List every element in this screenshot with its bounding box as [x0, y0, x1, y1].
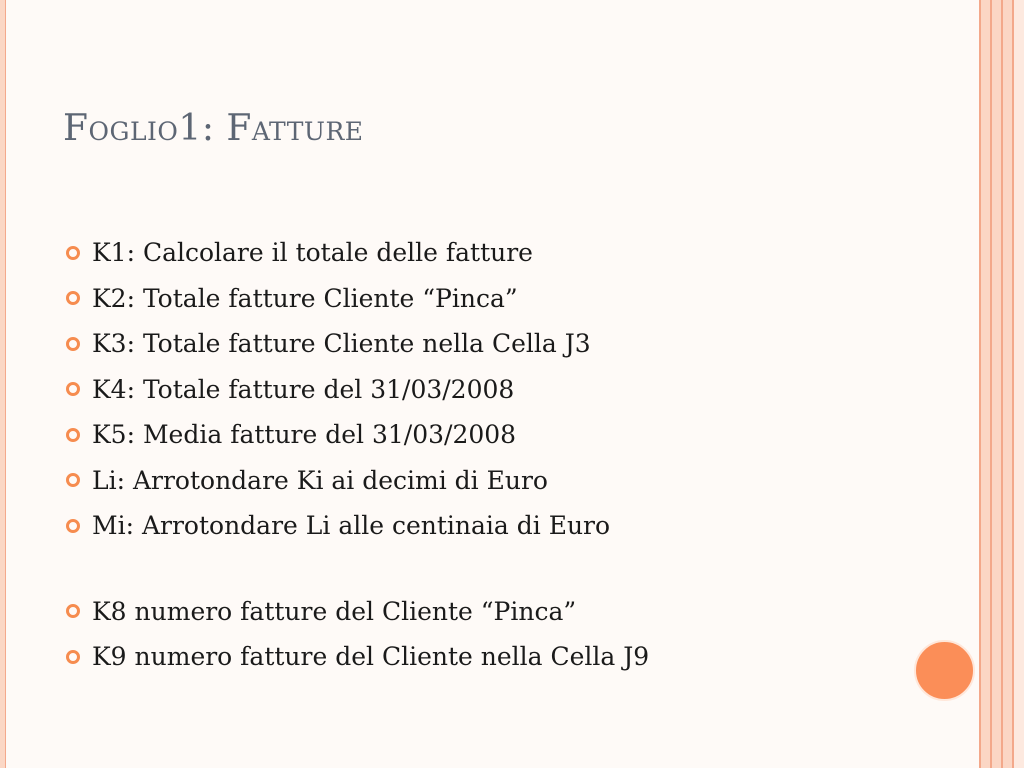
- ring-bullet-icon: [66, 604, 80, 618]
- bullet-text: K8 numero fatture del Cliente “Pinca”: [92, 596, 577, 626]
- right-border-stripe: [1014, 0, 1024, 768]
- ring-bullet-icon: [66, 428, 80, 442]
- bullet-text: K2: Totale fatture Cliente “Pinca”: [92, 283, 518, 313]
- ring-bullet-icon: [66, 650, 80, 664]
- left-border-line: [5, 0, 6, 768]
- right-border-stripe: [1003, 0, 1012, 768]
- bullet-text: K1: Calcolare il totale delle fatture: [92, 238, 533, 268]
- ring-bullet-icon: [66, 519, 80, 533]
- bullet-text: K5: Media fatture del 31/03/2008: [92, 420, 517, 450]
- right-border-stripe: [992, 0, 1001, 768]
- bullet-item: [66, 412, 649, 458]
- ring-bullet-icon: [66, 473, 80, 487]
- bullet-item: [66, 634, 649, 680]
- ring-bullet-icon: [66, 246, 80, 260]
- bullet-item: [66, 367, 649, 413]
- bullet-text: Li: Arrotondare Ki ai decimi di Euro: [92, 465, 548, 495]
- bullet-text: K4: Totale fatture del 31/03/2008: [92, 374, 515, 404]
- right-border-stripe: [981, 0, 990, 768]
- orange-circle-decoration: [914, 640, 975, 701]
- bullet-item: [66, 276, 649, 322]
- bullet-item: [66, 458, 649, 504]
- ring-bullet-icon: [66, 382, 80, 396]
- bullet-text: Mi: Arrotondare Li alle centinaia di Euro: [92, 511, 611, 541]
- slide-title: Foglio1: Fatture: [63, 108, 364, 149]
- ring-bullet-icon: [66, 291, 80, 305]
- bullet-item: [66, 230, 649, 276]
- ring-bullet-icon: [66, 337, 80, 351]
- bullet-item: [66, 589, 649, 635]
- bullet-item: [66, 321, 649, 367]
- bullet-list: [66, 230, 649, 680]
- bullet-text: K3: Totale fatture Cliente nella Cella J3: [92, 329, 591, 359]
- bullet-text: K9 numero fatture del Cliente nella Cella J9: [92, 642, 650, 672]
- bullet-item: [66, 503, 649, 549]
